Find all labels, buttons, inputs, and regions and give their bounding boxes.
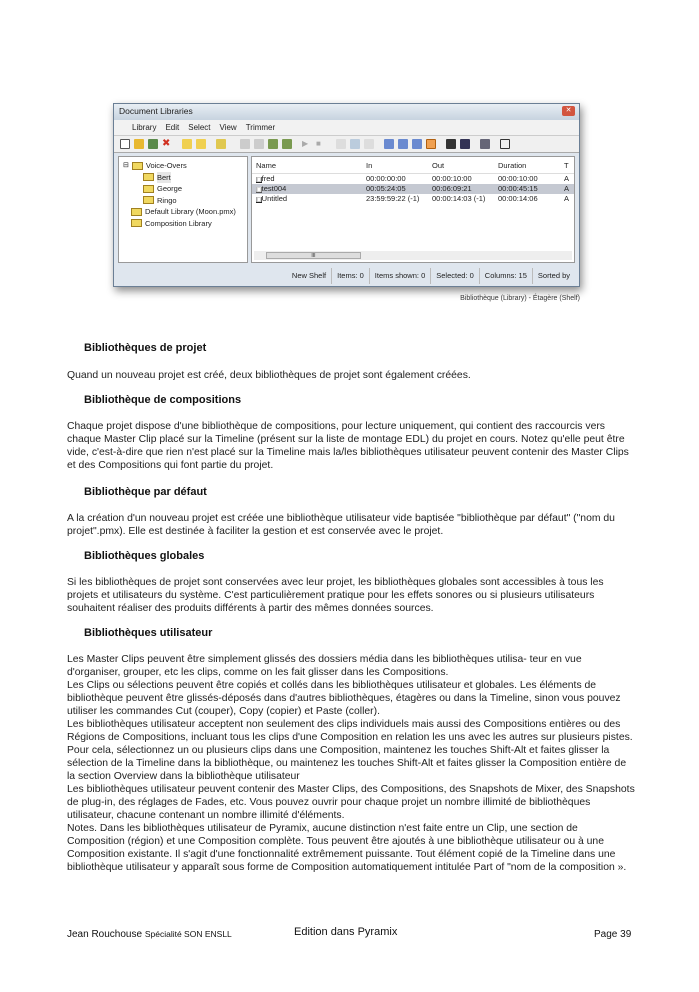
cell: A <box>564 194 570 203</box>
cell: Untitled <box>261 194 288 203</box>
status-new-shelf[interactable]: New Shelf <box>291 271 327 280</box>
status-selected: Selected: 0 <box>430 268 479 284</box>
folder-icon <box>143 196 154 204</box>
clip-list <box>251 156 575 263</box>
paragraph: Si les bibliothèques de projet sont conservées avec leur projet, les bibliothèques globales sont accessibles à tous les projets et utilisateurs du système. C'est particulièrement pratique pour les effets sonores ou si plusieurs utilisateurs souhaitent réaliser des produits différents à partir des mêmes données sources. <box>67 577 604 614</box>
image-icon[interactable] <box>350 139 360 149</box>
clip-icon: ▣ <box>256 197 262 203</box>
cell: A <box>564 184 570 193</box>
column-header-type[interactable]: T <box>564 161 569 170</box>
cell: test004 <box>261 184 287 193</box>
tree-label: Voice-Overs <box>145 161 187 170</box>
paragraph: Chaque projet dispose d'une bibliothèque de compositions, pour lecture uniquement, qui contient des raccourcis vers chaque Master Clip placé sur la Timeline (présent sur la liste de montage EDL) du projet en cours. Notez qu'elle peut être vide, c'est-à-dire que rien n'est placé sur la Timeline mais la/les bibliothèques utilisateur peuvent contenir des Master Clips et des Compositions qui font partie du projet. <box>67 421 629 471</box>
cell: 23:59:59:22 (-1) <box>366 194 420 203</box>
save-icon[interactable] <box>148 139 158 149</box>
scrollbar-thumb[interactable]: III <box>266 252 361 259</box>
status-columns: Columns: 15 <box>479 268 532 284</box>
footer-author <box>67 929 232 940</box>
folder-icon <box>143 173 154 181</box>
paste-special-icon[interactable] <box>282 139 292 149</box>
tree-label: Bert <box>157 172 171 182</box>
cell: fred <box>261 174 275 183</box>
menu-view[interactable]: View <box>219 123 237 132</box>
paragraph: Quand un nouveau projet est créé, deux bibliothèques de projet sont également créées. <box>67 370 471 381</box>
settings-icon[interactable] <box>480 139 490 149</box>
window-title: Document Libraries <box>119 106 193 116</box>
tree-label: Default Library (Moon.pmx) <box>145 207 236 216</box>
open-icon[interactable] <box>134 139 144 149</box>
menu-trimmer[interactable]: Trimmer <box>245 123 276 132</box>
tree-label: Composition Library <box>145 218 212 228</box>
page-number: Page 39 <box>594 929 632 940</box>
cell: 00:00:14:06 <box>498 194 538 203</box>
close-icon[interactable]: ✕ <box>562 106 575 116</box>
cell: 00:00:10:00 <box>432 174 472 183</box>
section-heading: Bibliothèques de projet <box>84 342 207 354</box>
paragraph-group <box>67 653 635 874</box>
column-header-name[interactable]: Name <box>256 161 277 170</box>
column-header-duration[interactable]: Duration <box>498 161 527 170</box>
tree-item-composition-library[interactable] <box>123 218 243 230</box>
title-bar <box>114 104 579 120</box>
tree-label: George <box>157 184 183 193</box>
folder-icon <box>143 185 154 193</box>
menu-edit[interactable]: Edit <box>165 123 180 132</box>
clip-icon: ▣ <box>256 177 262 183</box>
toolbar <box>114 136 579 153</box>
table-row[interactable] <box>252 184 574 194</box>
properties-icon[interactable] <box>336 139 346 149</box>
find-next-icon[interactable] <box>460 139 470 149</box>
status-items: Items: 0 <box>331 268 369 284</box>
cell: 00:00:14:03 (-1) <box>432 194 486 203</box>
author-suffix: Spécialité SON ENSLL <box>144 929 232 939</box>
library-icon <box>131 208 142 216</box>
list-header <box>252 157 574 174</box>
cell: 00:00:10:00 <box>498 174 538 183</box>
export-icon[interactable] <box>500 139 510 149</box>
library-tree <box>118 156 248 263</box>
column-header-in[interactable]: In <box>366 161 373 170</box>
paragraph: Les bibliothèques utilisateur acceptent non seulement des clips individuels mais aussi des Compositions entières ou des Régions de Compositions, incluant tous les clips d'une Composition en relation les uns avec les autres sur plusieurs pistes. Pour cela, sélectionnez un ou plusieurs clips dans une Composition, maintenez les touches Shift-Alt et faites glisser la sélection de la Timeline dans la bibliothèque, ou maintenez les touches Shift-Alt et faites glisser la Composition entière de la section Overview dans la bibliothèque utilisateur <box>67 719 633 782</box>
tree-item-george[interactable] <box>123 183 243 195</box>
tree-item-ringo[interactable] <box>123 195 243 207</box>
cell: 00:00:45:15 <box>498 184 538 193</box>
figure-caption: Bibliothèque (Library) - Étagère (Shelf) <box>460 295 580 302</box>
find-icon[interactable] <box>364 139 374 149</box>
cell: 00:00:00:00 <box>366 174 406 183</box>
paragraph: Les bibliothèques utilisateur peuvent contenir des Master Clips, des Compositions, des Snapshots de Mixer, des Snapshots de plug-in, des réglages de Fades, etc. Vous pouvez ouvrir pour chaque projet un nombre illimité de bibliothèques utilisateur, chacune contenant un nombre illimité d'éléments. <box>67 784 635 821</box>
tree-item-bert[interactable] <box>123 172 243 184</box>
status-sorted-by: Sorted by <box>532 268 575 284</box>
author-name: Jean Rouchouse <box>67 929 143 940</box>
list-view-icon[interactable] <box>412 139 422 149</box>
menu-library[interactable]: Library <box>132 123 157 132</box>
column-header-out[interactable]: Out <box>432 161 445 170</box>
menu-select[interactable]: Select <box>188 123 211 132</box>
section-heading: Bibliothèque par défaut <box>84 486 207 498</box>
footer-title: Edition dans Pyramix <box>294 926 398 938</box>
tree-view-icon[interactable] <box>398 139 408 149</box>
sort-icon[interactable] <box>384 139 394 149</box>
cell: A <box>564 174 570 183</box>
document-libraries-window <box>113 103 580 287</box>
binoculars-icon[interactable] <box>446 139 456 149</box>
new-icon[interactable] <box>120 139 130 149</box>
cell: 00:06:09:21 <box>432 184 472 193</box>
status-items-shown: Items shown: 0 <box>369 268 430 284</box>
tree-item-default-library[interactable] <box>123 206 243 218</box>
copy-icon[interactable] <box>254 139 264 149</box>
library-icon <box>132 162 143 170</box>
paragraph: Les Clips ou sélections peuvent être copiés et collés dans les bibliothèques utilisateur et globales. Les éléments de bibliothèque peuvent être glissés-déposés dans d'autres bibliothèques, étagères ou dans la Timeline, sinon vous pouvez utiliser les commandes Cut (couper), Copy (copier) et Paste (coller). <box>67 680 621 717</box>
paste-icon[interactable] <box>268 139 278 149</box>
menu-bar <box>114 120 579 136</box>
paragraph: Les Master Clips peuvent être simplement glissés des dossiers média dans les bibliothèques utilisa- teur en vue d'organiser, grouper, etc les clips, comme on les fait glisser dans les Compositions. <box>67 654 582 678</box>
section-heading: Bibliothèques globales <box>84 550 205 562</box>
status-bar <box>118 268 575 284</box>
section-heading: Bibliothèques utilisateur <box>84 627 213 639</box>
open-folder-icon[interactable] <box>196 139 206 149</box>
table-row[interactable] <box>252 194 574 204</box>
tree-item-voice-overs[interactable]: ⊟ Voice-Overs <box>123 161 187 170</box>
delete-icon[interactable]: ✖ <box>162 138 171 149</box>
folder-up-icon[interactable] <box>216 139 226 149</box>
table-row[interactable] <box>252 174 574 184</box>
new-folder-icon[interactable] <box>182 139 192 149</box>
paragraph: Notes. Dans les bibliothèques utilisateur de Pyramix, aucune distinction n'est faite entre un Clip, une section de Composition (région) et une Composition complète. Tous peuvent être ajoutés à une bibliothèque utilisateur ou à une Composition existante. Il s'agit d'une fonctionnalité extrêmement puissante. Tout élément copié de la Timeline dans une bibliothèque utilisateur y apparaît sous forme de Composition automatiquement intitulée Part of "nom de la composition ». <box>67 823 627 873</box>
columns-icon[interactable] <box>426 139 436 149</box>
stop-icon[interactable]: ■ <box>316 139 321 148</box>
paragraph: A la création d'un nouveau projet est créée une bibliothèque utilisateur vide baptisée "bibliothèque par défaut" ("nom du projet".pmx). Elle est destinée à faciliter la gestion et est conservée avec le projet. <box>67 513 615 537</box>
section-heading: Bibliothèque de compositions <box>84 394 242 406</box>
library-icon <box>131 219 142 227</box>
cell: 00:05:24:05 <box>366 184 406 193</box>
tree-label: Ringo <box>157 195 177 205</box>
cut-icon[interactable] <box>240 139 250 149</box>
clip-icon: ▣ <box>256 187 262 193</box>
horizontal-scrollbar[interactable] <box>254 251 572 260</box>
play-icon[interactable]: ▶ <box>302 139 309 148</box>
